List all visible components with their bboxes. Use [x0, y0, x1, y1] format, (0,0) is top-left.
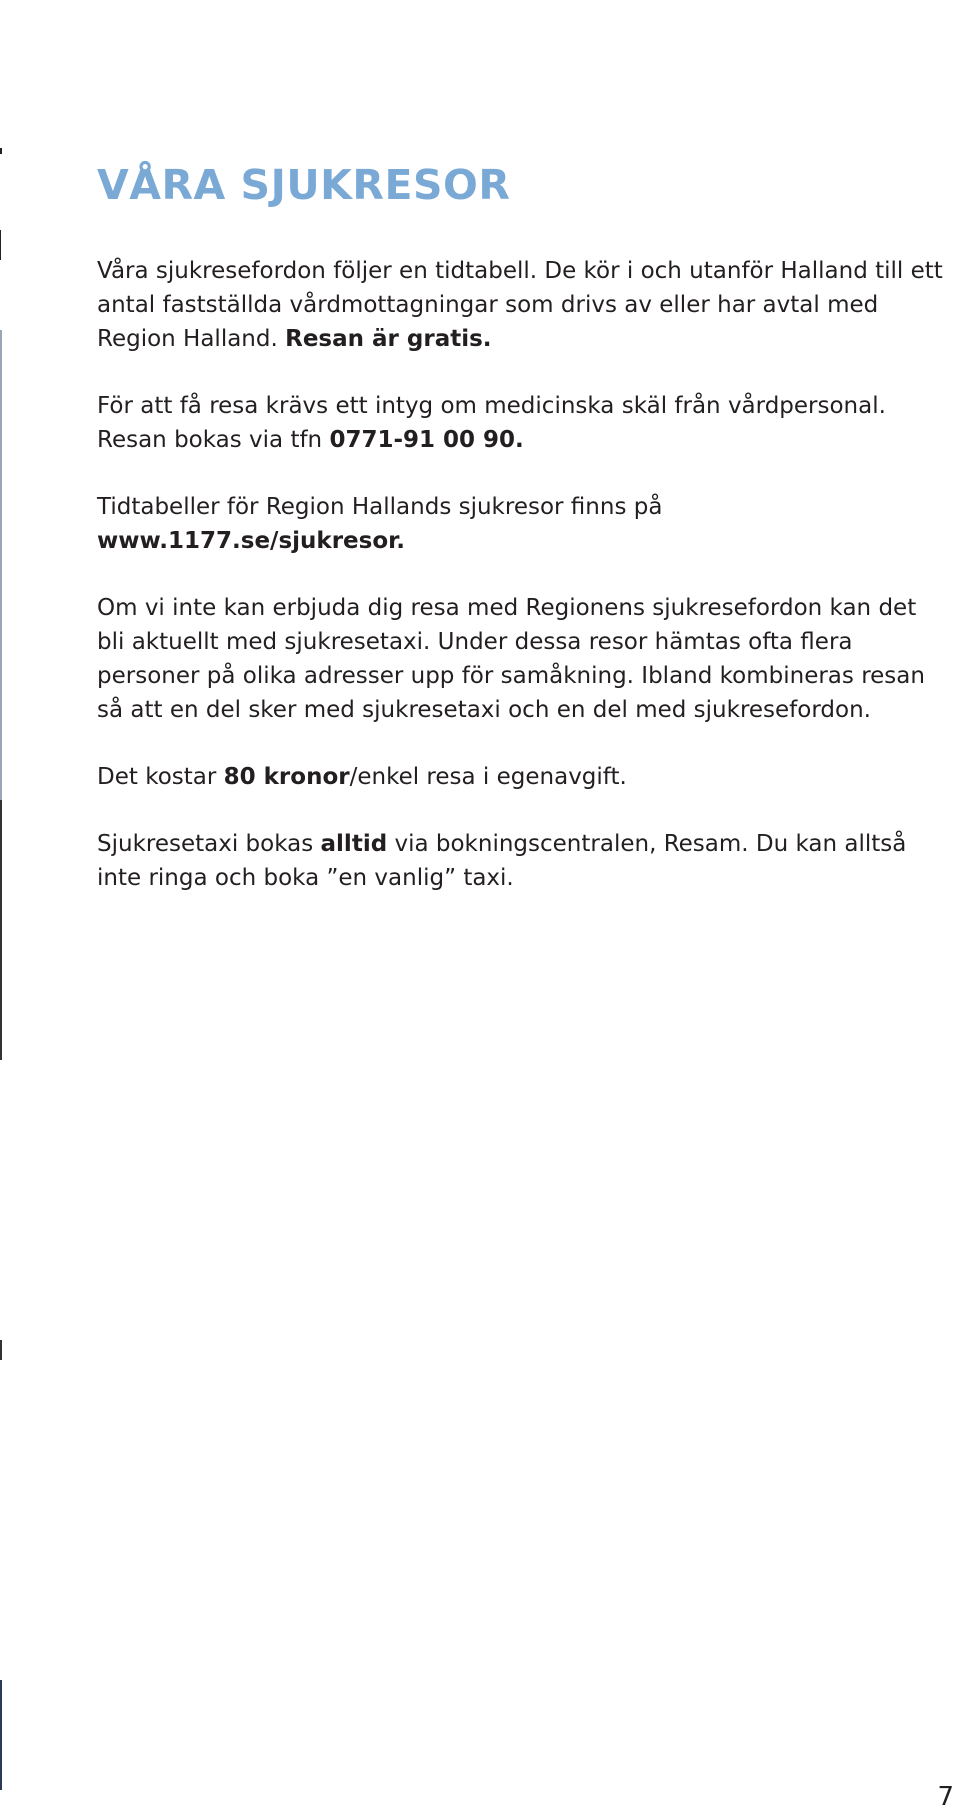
paragraph-emphasis: Resan är gratis.	[285, 326, 492, 352]
page-title: VÅRA SJUKRESOR	[97, 161, 511, 209]
paragraph-text: Om vi inte kan erbjuda dig resa med Regionens sjukresefordon kan det bli aktuellt med sjukresetaxi. Under dessa resor hämtas ofta flera personer på olika adresser upp för samåkning. Ibland kombineras resan så att en del sker med sjukresetaxi och en del med sjukresefordon.	[97, 595, 925, 723]
edge-mark	[0, 800, 2, 1060]
website-link[interactable]: www.1177.se/sjukresor.	[97, 528, 405, 554]
paragraph-text: Sjukresetaxi bokas	[97, 831, 321, 857]
paragraph-text: Våra sjukresefordon följer en tidtabell. De kör i och utanför Halland till ett antal fastställda vårdmottagningar som drivs av eller har avtal med Region Halland.	[97, 258, 943, 352]
paragraph-emphasis: alltid	[320, 831, 388, 857]
edge-mark	[0, 1340, 2, 1360]
paragraph-schedule	[97, 254, 947, 356]
page-number: 7	[937, 1782, 954, 1812]
paragraph-timetables	[97, 490, 947, 558]
edge-mark	[0, 1680, 2, 1790]
page-content	[97, 160, 947, 928]
edge-mark	[0, 148, 2, 154]
paragraph-text: /enkel resa i egenavgift.	[349, 764, 627, 790]
paragraph-text: För att få resa krävs ett intyg om medicinska skäl från vårdpersonal. Resan bokas via tfn	[97, 393, 886, 453]
fee-amount: 80 kronor	[223, 764, 350, 790]
edge-mark	[0, 230, 1, 260]
phone-number: 0771-91 00 90.	[329, 427, 524, 453]
paragraph-taxi	[97, 591, 947, 727]
edge-mark	[0, 330, 2, 800]
paragraph-text: Det kostar	[97, 764, 224, 790]
paragraph-booking	[97, 389, 947, 457]
paragraph-taxi-booking	[97, 827, 947, 895]
paragraph-cost	[97, 760, 947, 794]
paragraph-text: Tidtabeller för Region Hallands sjukresor finns på	[97, 494, 663, 520]
paragraph-text: via bokningscentralen, Resam. Du kan alltså inte ringa och boka ”en vanlig” taxi.	[97, 831, 907, 891]
